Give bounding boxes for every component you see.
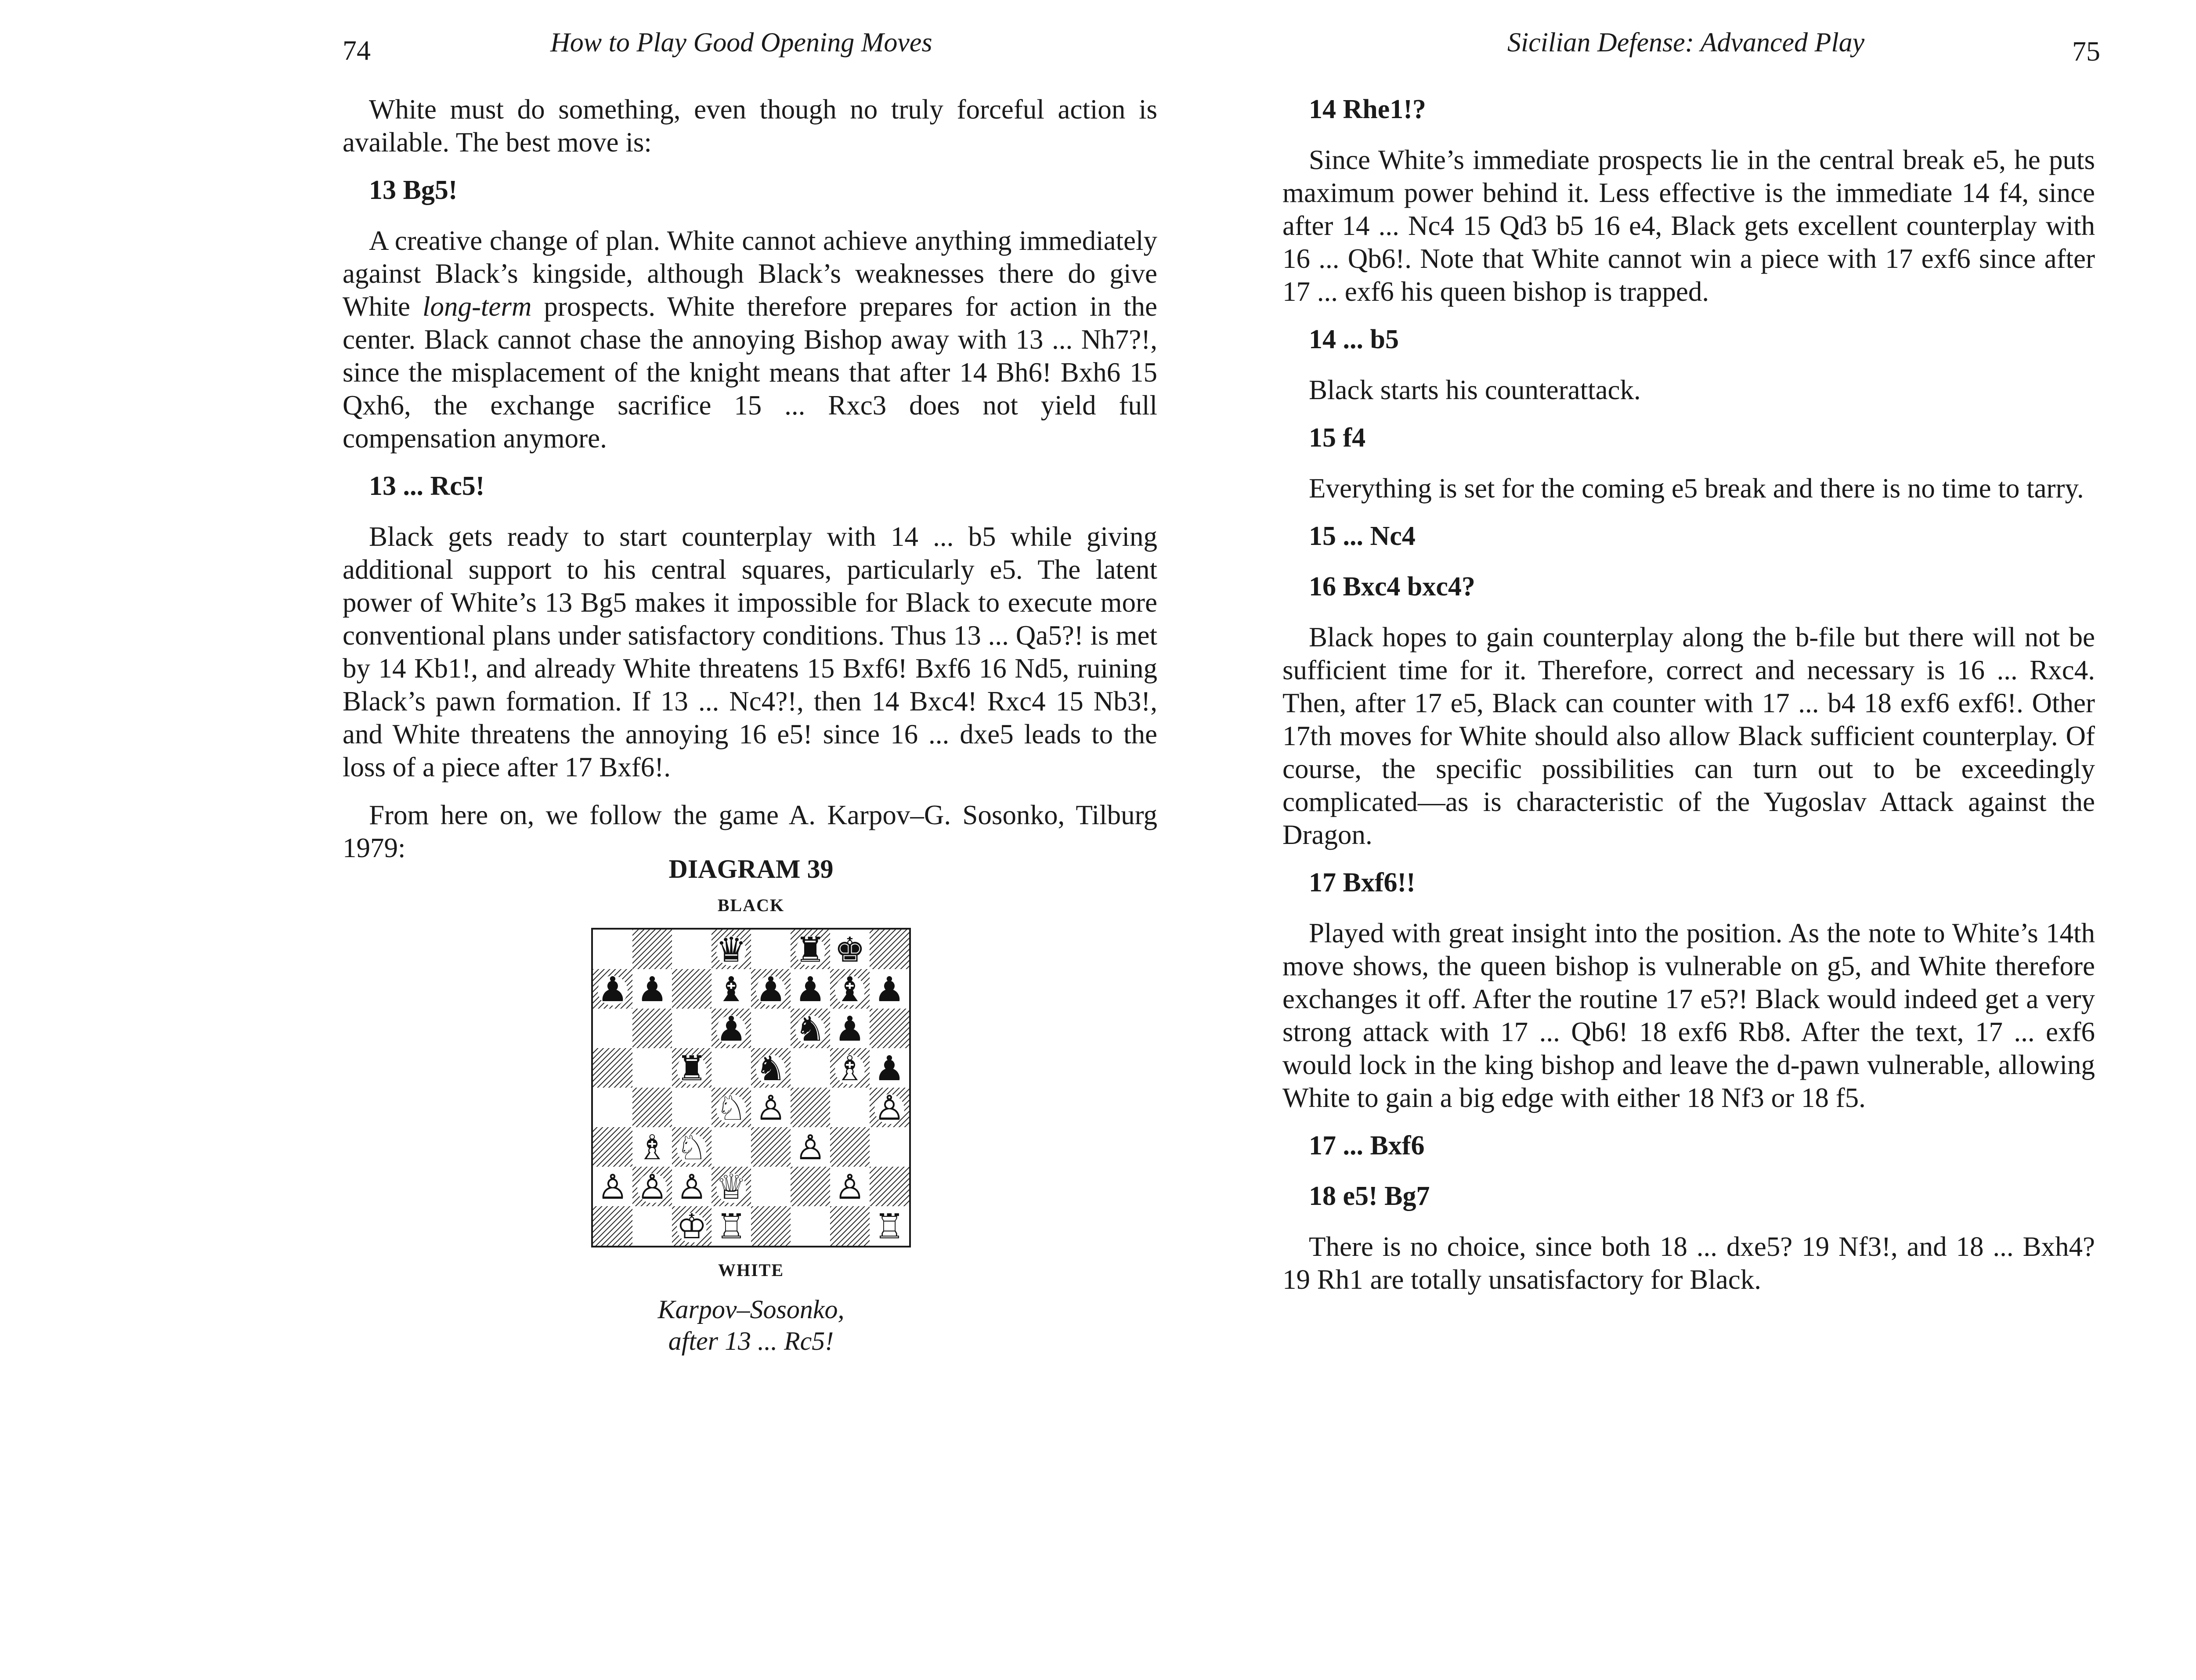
black-pawn-icon: ♟ (795, 970, 826, 1009)
white-rook-icon: ♖ (716, 1207, 747, 1246)
dark-square (830, 1127, 870, 1167)
move-heading: 16 Bxc4 bxc4? (1309, 572, 1475, 602)
black-queen-icon: ♛ (716, 930, 747, 970)
white-pawn-icon: ♙ (795, 1128, 826, 1168)
light-square (672, 930, 712, 969)
move-heading: 17 ... Bxf6 (1309, 1131, 1425, 1161)
move-heading: 14 Rhe1!? (1309, 94, 1426, 124)
light-square (712, 1048, 751, 1088)
light-square (870, 1127, 909, 1167)
black-pawn-icon: ♟ (716, 1009, 747, 1049)
white-bishop-icon: ♗ (834, 1049, 865, 1089)
dark-square (751, 1127, 791, 1167)
move-heading: 15 ... Nc4 (1309, 521, 1416, 551)
left-text-column (343, 93, 1157, 865)
black-pawn-icon: ♟ (637, 970, 668, 1009)
paragraph: Black gets ready to start counterplay with 14 ... b5 while giving additional support to his central squares, particularly e5. The latent power of White’s 13 Bg5 makes it impossible for Black to execute more conventional plans under satisfactory conditions. Thus 13 ... Qa5?! is met by 14 Kb1!, and already White threatens 15 Bxf6! Bxf6 16 Nd5, ruining Black’s pawn formation. If 13 ... Nc4?!, then 14 Bxc4! Rxc4 15 Nb3!, and White threatens the annoying 16 e5! since 16 ... dxe5 leads to the loss of a piece after 17 Bxf6!. (343, 521, 1157, 782)
black-pawn-icon: ♟ (597, 970, 628, 1009)
diagram-label-black: BLACK (717, 895, 785, 915)
light-square (751, 1167, 791, 1206)
black-pawn-icon: ♟ (874, 970, 905, 1009)
black-bishop-icon: ♝ (834, 970, 865, 1009)
move-heading: 13 ... Rc5! (369, 471, 485, 501)
light-square (791, 1206, 830, 1246)
white-pawn-icon: ♙ (637, 1168, 668, 1207)
paragraph: Everything is set for the coming e5 break and there is no time to tarry. (1309, 473, 2084, 504)
move-heading: 17 Bxf6!! (1309, 868, 1416, 898)
light-square (593, 930, 632, 969)
running-head-left: How to Play Good Opening Moves (550, 28, 932, 58)
white-pawn-icon: ♙ (874, 1089, 905, 1128)
move-heading: 14 ... b5 (1309, 324, 1399, 354)
paragraph: Black hopes to gain counterplay along the b-file but there will not be sufficient time for it. Therefore, correct and necessary is 16 ... Rxc4. Then, after 17 e5, Black can counter with 17 ... b4 18 exf6 exf6!. Other 17th moves for White should also allow Black sufficient counterplay. Of course, the specific possibilities can turn out to be exceedingly complicated—as is characteristic of the Yugoslav Attack against the Dragon. (1282, 622, 2095, 850)
black-rook-icon: ♜ (795, 930, 826, 970)
dark-square (830, 1206, 870, 1246)
dark-square (672, 969, 712, 1009)
light-square (672, 1009, 712, 1048)
light-square (672, 1088, 712, 1127)
dark-square (593, 1048, 632, 1088)
black-rook-icon: ♜ (676, 1049, 707, 1089)
paragraph: From here on, we follow the game A. Karpov–G. Sosonko, Tilburg 1979: (343, 800, 1157, 863)
white-king-icon: ♔ (676, 1207, 707, 1246)
light-square (632, 1048, 672, 1088)
black-knight-icon: ♞ (755, 1049, 786, 1089)
light-square (632, 1206, 672, 1246)
light-square (791, 1048, 830, 1088)
diagram-caption (591, 1294, 911, 1357)
dark-square (791, 1167, 830, 1206)
italic-text: long-term (422, 291, 532, 322)
move-heading: 18 e5! Bg7 (1309, 1181, 1430, 1211)
chess-diagram (591, 854, 911, 1357)
paragraph (343, 224, 1157, 455)
black-king-icon: ♚ (834, 930, 865, 970)
white-pawn-icon: ♙ (755, 1089, 786, 1128)
text-segment: A creative change of plan. White cannot achieve anything immediately against Black’s kingside, although Black’s weaknesses there do give White (343, 225, 1157, 322)
dark-square (870, 930, 909, 969)
white-pawn-icon: ♙ (834, 1168, 865, 1207)
caption-line-2: after 13 ... Rc5! (668, 1327, 834, 1356)
paragraph: Since White’s immediate prospects lie in the central break e5, he puts maximum power behind it. Less effective is the immediate 14 f4, since after 14 ... Nc4 15 Qd3 b5 16 e4, Black gets excellent counterplay with 16 ... Qb6!. Note that White cannot win a piece with 17 exf6 since after 17 ... exf6 his queen bishop is trapped. (1282, 144, 2095, 307)
light-square (593, 1088, 632, 1127)
caption-line-1: Karpov–Sosonko, (657, 1295, 845, 1324)
dark-square (870, 1009, 909, 1048)
black-pawn-icon: ♟ (834, 1009, 865, 1049)
white-bishop-icon: ♗ (637, 1128, 668, 1168)
dark-square (593, 1206, 632, 1246)
right-page (1221, 0, 2196, 1680)
page-number-right: 75 (2072, 36, 2100, 67)
white-queen-icon: ♕ (716, 1168, 747, 1207)
dark-square (870, 1167, 909, 1206)
black-pawn-icon: ♟ (874, 1049, 905, 1089)
white-knight-icon: ♘ (676, 1128, 707, 1168)
light-square (751, 1009, 791, 1048)
dark-square (632, 1088, 672, 1127)
white-pawn-icon: ♙ (597, 1168, 628, 1207)
white-rook-icon: ♖ (874, 1207, 905, 1246)
page-number-left: 74 (343, 35, 371, 66)
white-knight-icon: ♘ (716, 1089, 747, 1128)
chess-board (591, 928, 911, 1247)
paragraph: White must do something, even though no truly forceful action is available. The best move is: (343, 94, 1157, 158)
move-heading: 13 Bg5! (369, 175, 458, 205)
dark-square (632, 1009, 672, 1048)
dark-square (593, 1127, 632, 1167)
running-head-right: Sicilian Defense: Advanced Play (1507, 28, 1865, 58)
light-square (830, 1088, 870, 1127)
move-heading: 15 f4 (1309, 423, 1366, 453)
text-segment: prospects. White therefore prepares for action in the center. Black cannot chase the annoying Bishop away with 13 ... Nh7?!, since the misplacement of the knight means that after 14 Bh6! Bxh6 15 Qxh6, the exchange sacrifice 15 ... Rxc3 does not yield full compensation anymore. (343, 291, 1157, 454)
dark-square (751, 1206, 791, 1246)
right-text-column (1282, 93, 2095, 1311)
paragraph: Black starts his counterattack. (1309, 375, 1641, 405)
white-pawn-icon: ♙ (676, 1168, 707, 1207)
light-square (712, 1127, 751, 1167)
paragraph: Played with great insight into the position. As the note to White’s 14th move shows, the queen bishop is vulnerable on g5, and White therefore exchanges it off. After the routine 17 e5?! Black would indeed get a very strong attack with 17 ... Qb6! 18 exf6 Rb8. After the text, 17 ... exf6 would lock in the king bishop and leave the d-pawn vulnerable, allowing White to gain a big edge with either 18 Nf3 or 18 f5. (1282, 918, 2095, 1113)
diagram-title: DIAGRAM 39 (668, 854, 834, 883)
dark-square (632, 930, 672, 969)
chess-board-svg (593, 930, 909, 1246)
light-square (751, 930, 791, 969)
black-knight-icon: ♞ (795, 1009, 826, 1049)
diagram-label-white: WHITE (718, 1260, 784, 1280)
dark-square (791, 1088, 830, 1127)
paragraph: There is no choice, since both 18 ... dxe5? 19 Nf3!, and 18 ... Bxh4? 19 Rh1 are totally unsatisfactory for Black. (1282, 1231, 2095, 1295)
light-square (593, 1009, 632, 1048)
black-bishop-icon: ♝ (716, 970, 747, 1009)
black-pawn-icon: ♟ (755, 970, 786, 1009)
